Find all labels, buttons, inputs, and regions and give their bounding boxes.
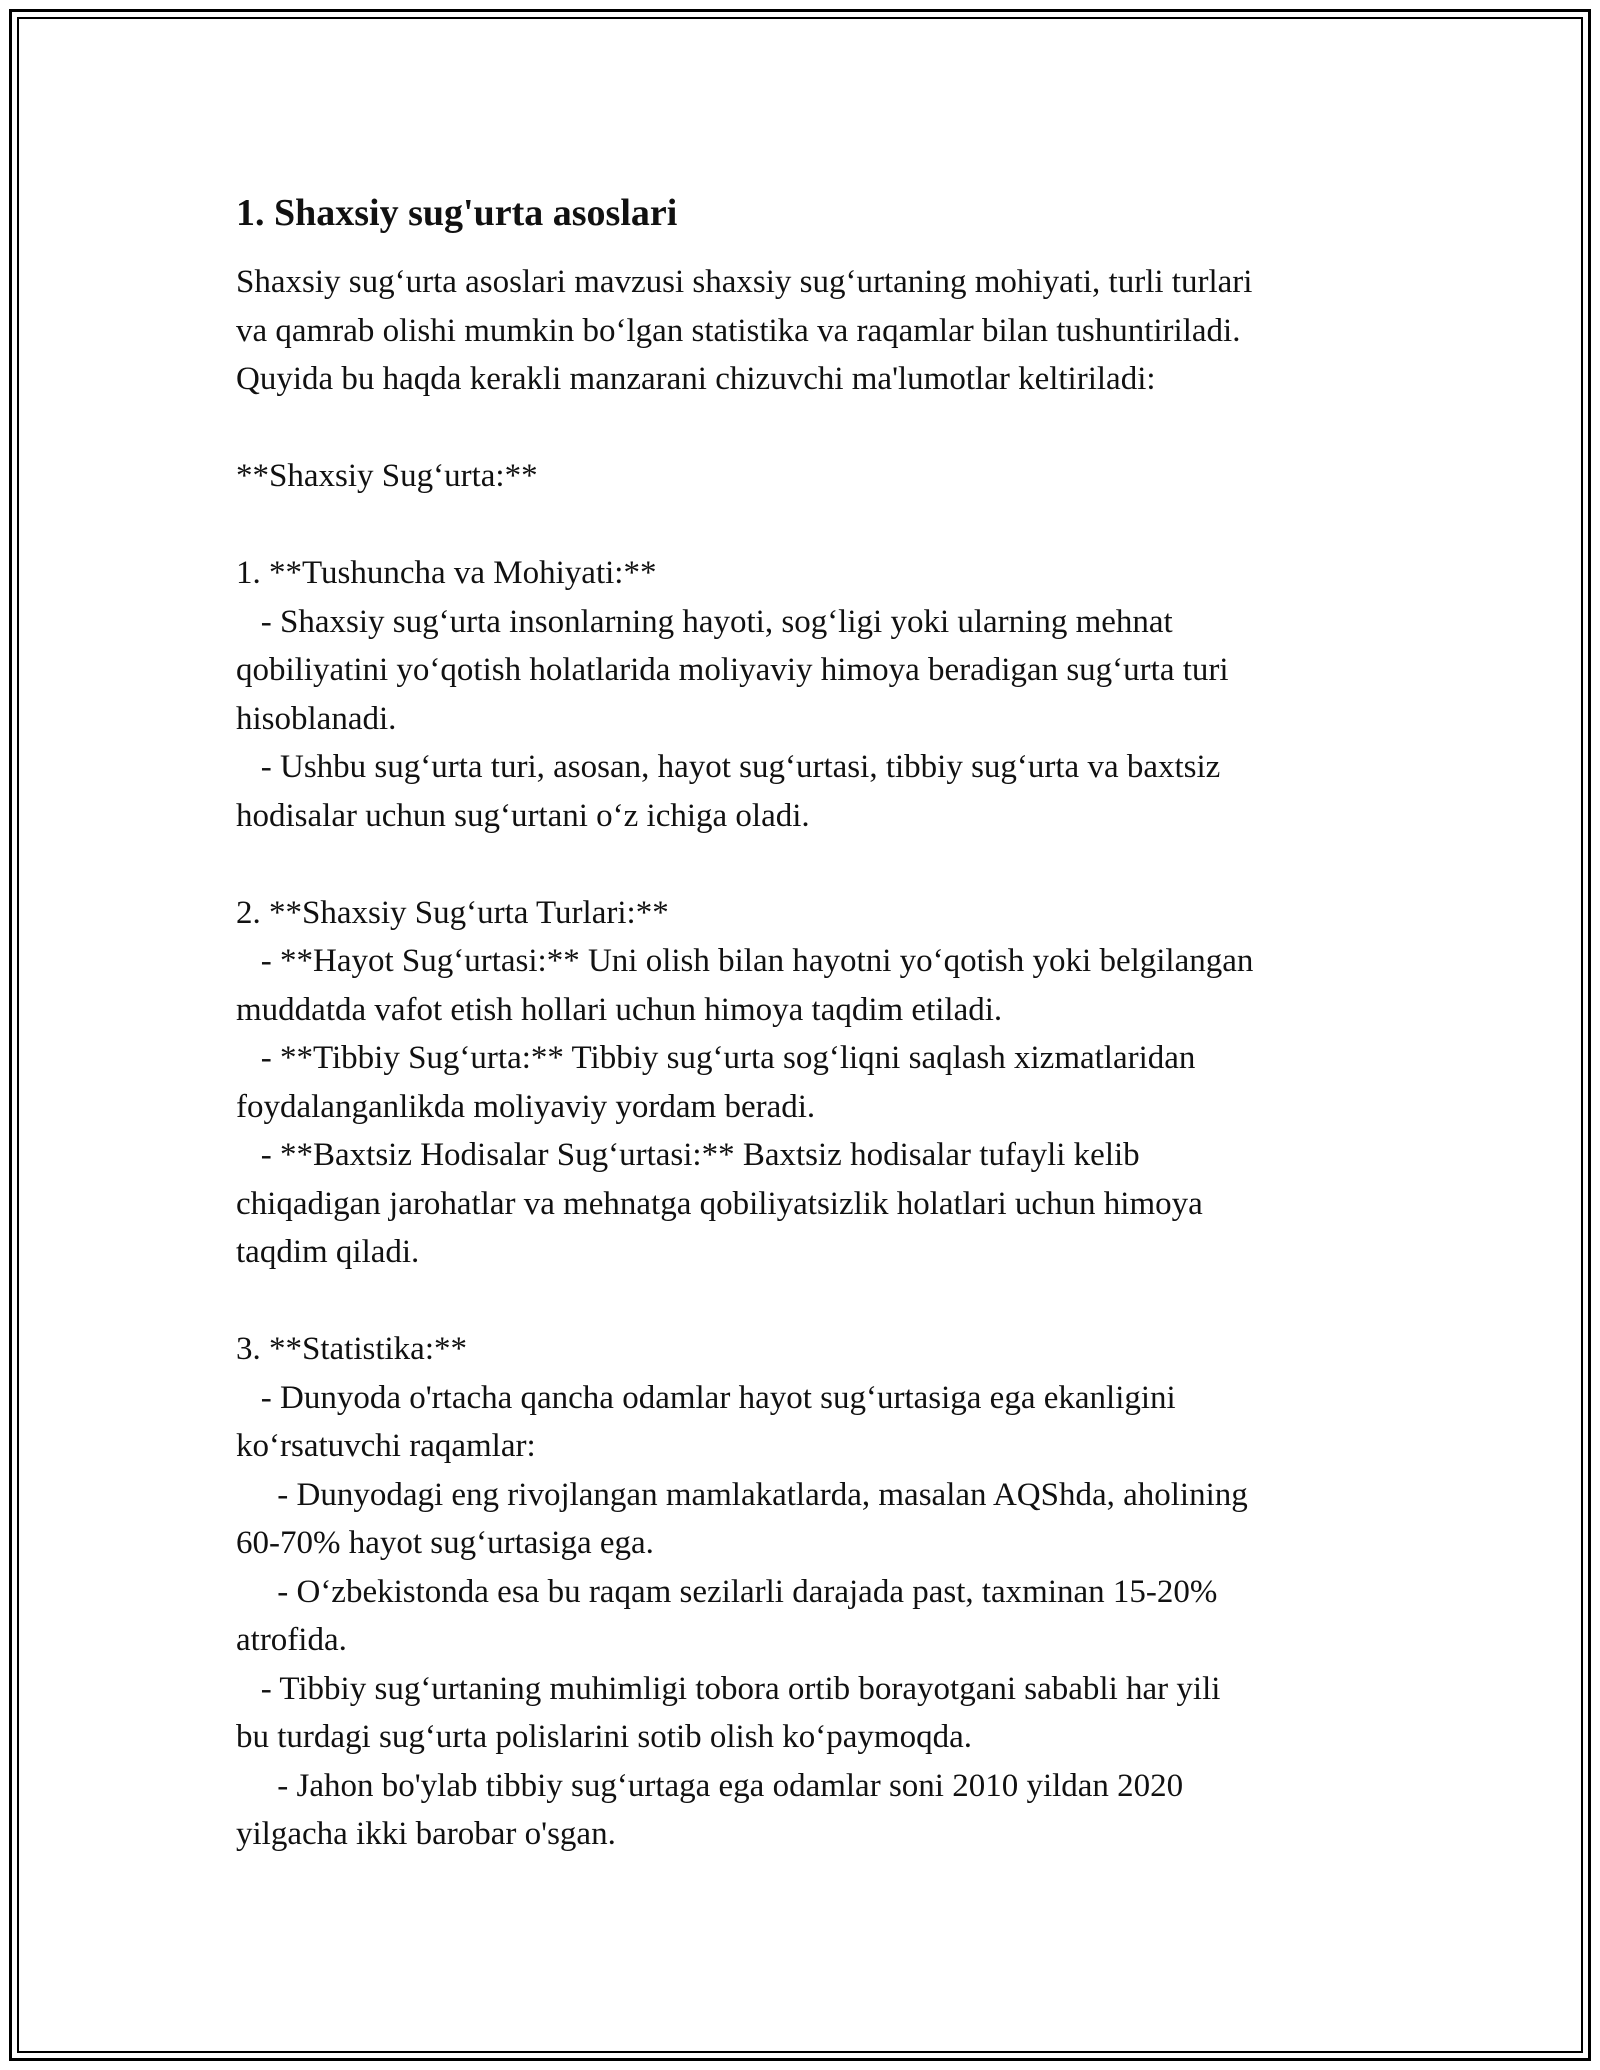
section-heading-statistics: 3. **Statistika:** <box>236 1331 467 1367</box>
list-item: - Jahon bo'ylab tibbiy sug‘urtaga ega odamlar soni 2010 yildan 2020 yilgacha ikki barobar o'sgan. <box>236 1767 1184 1852</box>
blank-line <box>236 840 1366 889</box>
blank-line <box>236 501 1366 550</box>
section-heading-concept: 1. **Tushuncha va Mohiyati:** <box>236 555 657 591</box>
list-item: - Dunyoda o'rtacha qancha odamlar hayot sug‘urtasiga ega ekanligini ko‘rsatuvchi raqamlar: <box>236 1379 1176 1464</box>
list-item: - Shaxsiy sug‘urta insonlarning hayoti, sog‘ligi yoki ularning mehnat qobiliyatini yo‘qotish holatlarida moliyaviy himoya beradigan sug‘urta turi hisoblanadi. <box>236 603 1229 737</box>
section-heading: **Shaxsiy Sug‘urta:** <box>236 458 538 494</box>
list-item: - **Hayot Sug‘urtasi:** Uni olish bilan hayotni yo‘qotish yoki belgilangan muddatda vafot etish hollari uchun himoya taqdim etiladi. <box>236 943 1254 1028</box>
section-heading-types: 2. **Shaxsiy Sug‘urta Turlari:** <box>236 894 669 931</box>
intro-paragraph: Shaxsiy sug‘urta asoslari mavzusi shaxsiy sug‘urtaning mohiyati, turli turlari va qamrab olishi mumkin bo‘lgan statistika va raqamlar bilan tushuntiriladi. Quyida bu haqda kerakli manzarani chizuvchi ma'lumotlar keltiriladi: <box>236 264 1253 397</box>
document-body <box>236 188 1366 1859</box>
blank-line <box>236 1277 1366 1326</box>
section-concept <box>236 549 1366 840</box>
list-item: - **Tibbiy Sug‘urta:** Tibbiy sug‘urta sog‘liqni saqlash xizmatlaridan foydalanganlikda moliyaviy yordam beradi. <box>236 1040 1196 1125</box>
list-item: - Ushbu sug‘urta turi, asosan, hayot sug‘urtasi, tibbiy sug‘urta va baxtsiz hodisalar uchun sug‘urtani o‘z ichiga oladi. <box>236 749 1221 834</box>
section-types <box>236 889 1366 1277</box>
blank-line <box>236 404 1366 453</box>
list-item: - **Baxtsiz Hodisalar Sug‘urtasi:** Baxtsiz hodisalar tufayli kelib chiqadigan jarohatlar va mehnatga qobiliyatsizlik holatlari uchun himoya taqdim qiladi. <box>236 1137 1203 1270</box>
section-statistics <box>236 1325 1366 1859</box>
list-item: - O‘zbekistonda esa bu raqam sezilarli darajada past, taxminan 15-20% atrofida. <box>236 1573 1218 1658</box>
list-item: - Dunyodagi eng rivojlangan mamlakatlarda, masalan AQShda, aholining 60-70% hayot sug‘urtasiga ega. <box>236 1476 1248 1561</box>
document-title: 1. Shaxsiy sug'urta asoslari <box>236 192 678 234</box>
list-item: - Tibbiy sug‘urtaning muhimligi tobora ortib borayotgani sababli har yili bu turdagi sug‘urta polislarini sotib olish ko‘paymoqda. <box>236 1670 1221 1755</box>
